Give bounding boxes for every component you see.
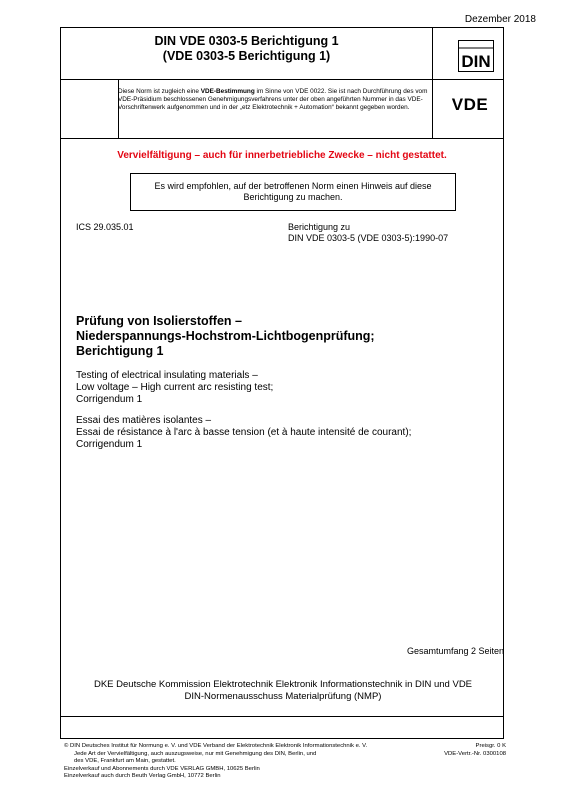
title-french <box>76 415 496 451</box>
din-logo <box>458 40 494 77</box>
dke-line-2: DIN-Normenausschuss Materialprüfung (NMP) <box>184 691 382 702</box>
copy-warning: Vervielfältigung – auch für innerbetriebliche Zwecke – nicht gestattet. <box>117 150 447 161</box>
bottom-divider <box>60 716 504 717</box>
vde-statement <box>118 88 430 112</box>
logo-column-divider <box>432 27 433 138</box>
publication-date: Dezember 2018 <box>464 14 536 25</box>
vde-distribution-number: VDE-Vertr.-Nr. 0300108 <box>444 750 506 757</box>
vde-statement-bold: VDE-Bestimmung <box>200 88 255 95</box>
total-pages: Gesamtumfang 2 Seiten <box>406 646 504 656</box>
title-line-2: (VDE 0303-5 Berichtigung 1) <box>162 49 331 63</box>
title-fr-line-3: Corrigendum 1 <box>76 439 143 450</box>
title-english <box>76 370 496 406</box>
vde-statement-part-2: im Sinne von VDE 0022. Sie ist nach Durchführung des vom VDE-Präsidium beschlossenen Genehmigungsverfahrens unter der oben angeführten Nummer in das VDE-Vorschriftenwerk aufgenommen und in der „etz Elektrotechnik + Automation“ bekannt gegeben worden. <box>118 88 428 111</box>
dke-line-1: DKE Deutsche Kommission Elektrotechnik Elektronik Informationstechnik in DIN und VDE <box>93 679 473 690</box>
footer-line-5: Einzelverkauf auch durch Beuth Verlag GmbH, 10772 Berlin <box>64 773 221 780</box>
footer-line-2: Jede Art der Vervielfältigung, auch auszugsweise, nur mit Genehmigung des DIN, Berlin, und <box>74 750 317 757</box>
price-info <box>444 743 506 758</box>
notice-box <box>130 173 456 211</box>
title-fr-line-1: Essai des matières isolantes – <box>76 415 212 426</box>
header-divider <box>60 79 504 80</box>
footer-line-4: Einzelverkauf und Abonnements durch VDE VERLAG GMBH, 10625 Berlin <box>64 765 260 772</box>
title-en-line-2: Low voltage – High current arc resisting test; <box>76 382 274 393</box>
footer-line-1: © DIN Deutsches Institut für Normung e. V. und VDE Verband der Elektrotechnik Elektronik Informationstechnik e. V. <box>64 743 368 749</box>
berichtigung-line-2: DIN VDE 0303-5 (VDE 0303-5):1990-07 <box>288 233 449 243</box>
statement-divider <box>60 138 504 139</box>
footer-line-3: des VDE, Frankfurt am Main, gestattet. <box>74 758 176 765</box>
title-de-line-1: Prüfung von Isolierstoffen – <box>76 314 242 328</box>
title-de-line-3: Berichtigung 1 <box>76 344 164 358</box>
title-line-1: DIN VDE 0303-5 Berichtigung 1 <box>154 34 339 48</box>
din-logo-text: DIN <box>461 52 491 71</box>
notice-line-2: Berichtigung zu machen. <box>243 192 343 202</box>
berichtigung-reference <box>288 222 448 244</box>
copyright-footer <box>64 743 414 781</box>
title-de-line-2: Niederspannungs-Hochstrom-Lichtbogenprüfung; <box>76 329 375 343</box>
document-title <box>61 34 432 64</box>
berichtigung-line-1: Berichtigung zu <box>288 222 351 232</box>
din-logo-icon <box>458 40 494 72</box>
vde-logo: VDE <box>451 95 489 114</box>
title-en-line-1: Testing of electrical insulating materials – <box>76 370 258 381</box>
ics-code: ICS 29.035.01 <box>76 222 134 232</box>
notice-line-1: Es wird empfohlen, auf der betroffenen Norm einen Hinweis auf diese <box>154 181 432 191</box>
title-german <box>76 314 496 359</box>
price-group: Preisgr. 0 K <box>475 743 506 749</box>
committee-info <box>61 679 505 703</box>
vde-statement-part-1: Diese Norm ist zugleich eine <box>118 88 201 95</box>
title-en-line-3: Corrigendum 1 <box>76 394 143 405</box>
title-fr-line-2: Essai de résistance à l'arc à basse tension (et à haute intensité de courant); <box>76 427 412 438</box>
